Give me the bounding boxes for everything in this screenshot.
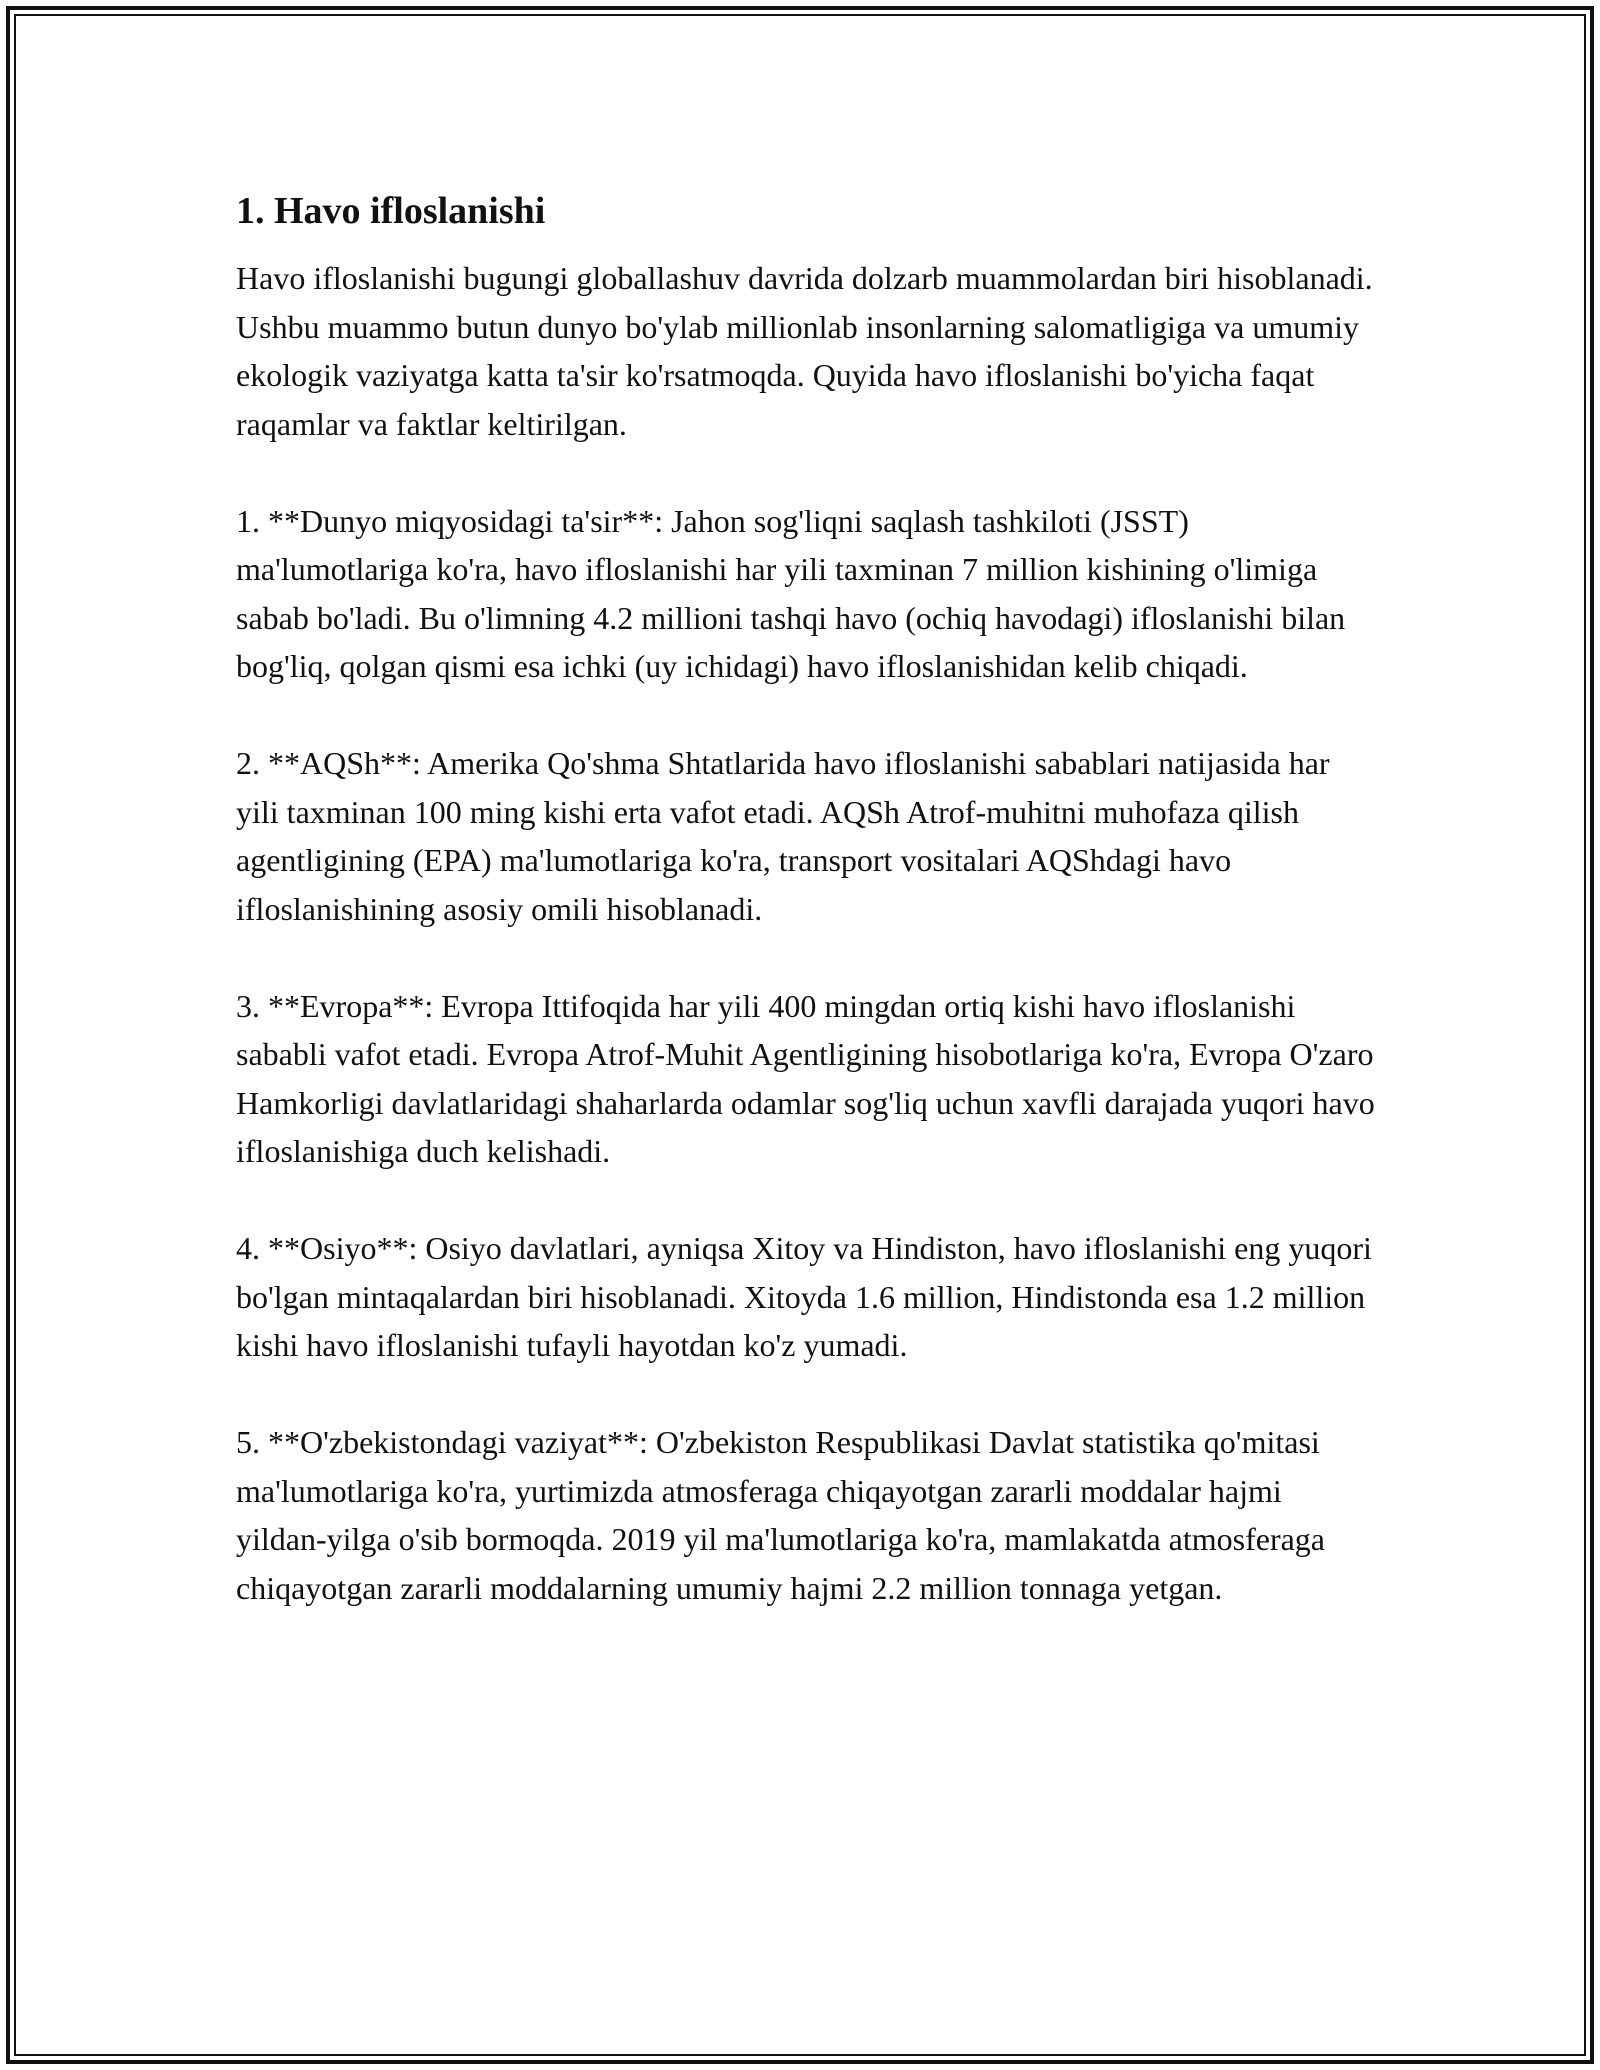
document-body: [236, 186, 1376, 1661]
paragraph-world-impact: 1. **Dunyo miqyosidagi ta'sir**: Jahon sog'liqni saqlash tashkiloti (JSST) ma'lumotlariga ko'ra, havo ifloslanishi har yili taxminan 7 million kishining o'limiga sabab bo'ladi. Bu o'limning 4.2 millioni tashqi havo (ochiq havodagi) ifloslanishi bilan bog'liq, qolgan qismi esa ichki (uy ichidagi) havo ifloslanishidan kelib chiqadi.: [236, 502, 1346, 684]
paragraph-uzbekistan: 5. **O'zbekistondagi vaziyat**: O'zbekiston Respublikasi Davlat statistika qo'mitasi ma'lumotlariga ko'ra, yurtimizda atmosferaga chiqayotgan zararli moddalar hajmi yildan-yilga o'sib bormoqda. 2019 yil ma'lumotlariga ko'ra, mamlakatda atmosferaga chiqayotgan zararli moddalarning umumiy hajmi 2.2 million tonnaga yetgan.: [236, 1424, 1325, 1606]
paragraph-europe: 3. **Evropa**: Evropa Ittifoqida har yili 400 mingdan ortiq kishi havo ifloslanishi sababli vafot etadi. Evropa Atrof-Muhit Agentligining hisobotlariga ko'ra, Evropa O'zaro Hamkorligi davlatlaridagi shaharlarda odamlar sog'liq uchun xavfli darajada yuqori havo ifloslanishiga duch kelishadi.: [236, 987, 1375, 1169]
paragraph-asia: 4. **Osiyo**: Osiyo davlatlari, ayniqsa Xitoy va Hindiston, havo ifloslanishi eng yuqori bo'lgan mintaqalardan biri hisoblanadi. Xitoyda 1.6 million, Hindistonda esa 1.2 million kishi havo ifloslanishi tufayli hayotdan ko'z yumadi.: [236, 1230, 1372, 1363]
intro-paragraph: Havo ifloslanishi bugungi globallashuv davrida dolzarb muammolardan biri hisoblanadi. Ushbu muammo butun dunyo bo'ylab millionlab insonlarning salomatligiga va umumiy ekologik vaziyatga katta ta'sir ko'rsatmoqda. Quyida havo ifloslanishi bo'yicha faqat raqamlar va faktlar keltirilgan.: [236, 260, 1373, 442]
document-heading: 1. Havo ifloslanishi: [236, 190, 546, 232]
paragraph-usa: 2. **AQSh**: Amerika Qo'shma Shtatlarida havo ifloslanishi sabablari natijasida har yili taxminan 100 ming kishi erta vafot etadi. AQSh Atrof-muhitni muhofaza qilish agentligining (EPA) ma'lumotlariga ko'ra, transport vositalari AQShdagi havo ifloslanishining asosiy omili hisoblanadi.: [236, 745, 1330, 927]
